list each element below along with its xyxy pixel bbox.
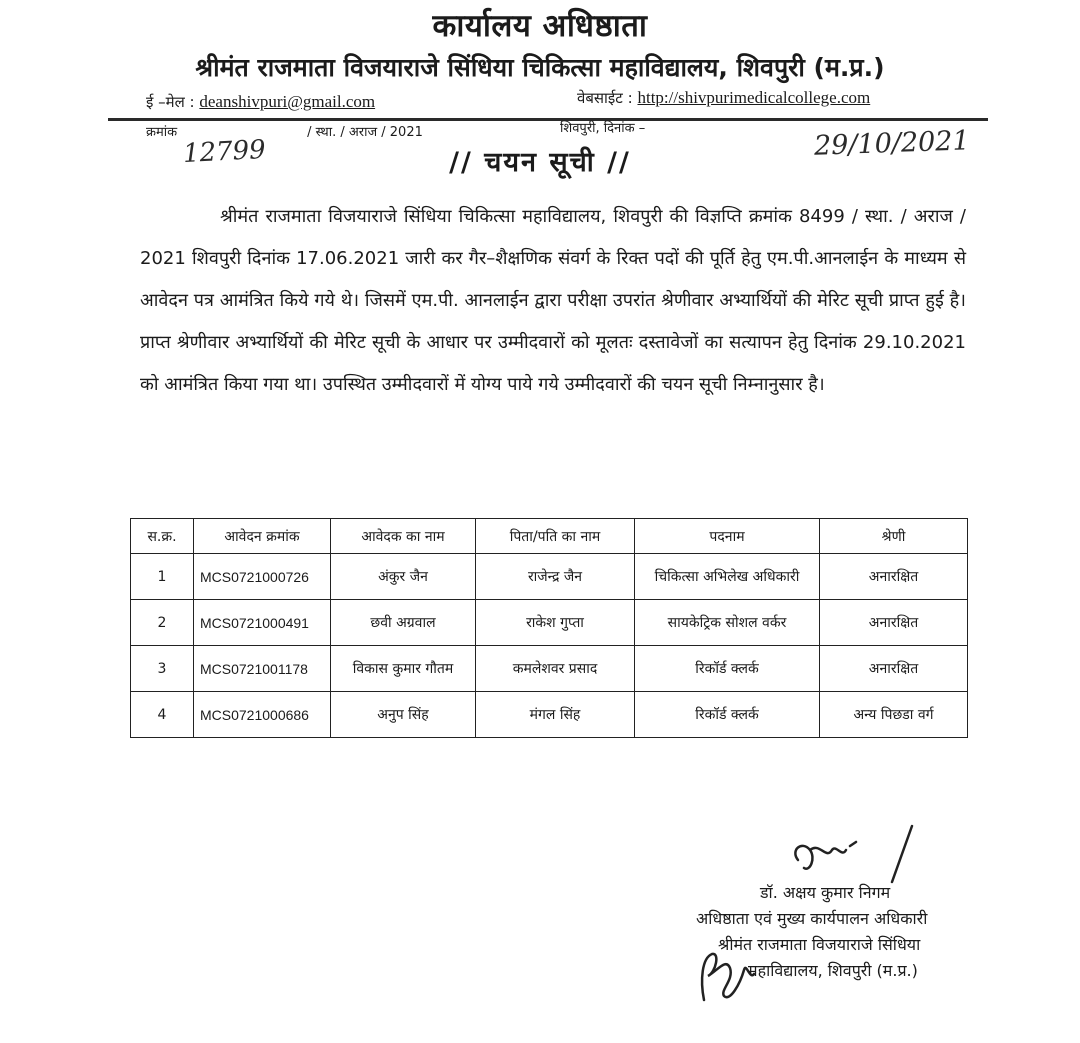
- header-applicant-name: आवेदक का नाम: [331, 519, 476, 554]
- cell-father-name: मंगल सिंह: [476, 692, 635, 738]
- table-row: [131, 554, 968, 600]
- cell-application-no: MCS0721000726: [194, 554, 331, 600]
- email-row: [146, 92, 375, 112]
- selection-table: [130, 518, 968, 738]
- cell-applicant-name: छवी अग्रवाल: [331, 600, 476, 646]
- website-label: वेबसाईट :: [577, 89, 633, 107]
- signatory-place: महाविद्यालय, शिवपुरी (म.प्र.): [748, 961, 918, 980]
- reference-row: [146, 122, 423, 140]
- place-date-label: शिवपुरी, दिनांक –: [560, 121, 646, 136]
- cell-sno: 1: [131, 554, 194, 600]
- signatory-block: [696, 880, 996, 984]
- cell-applicant-name: अनुप सिंह: [331, 692, 476, 738]
- cell-sno: 3: [131, 646, 194, 692]
- cell-sno: 2: [131, 600, 194, 646]
- website-row: [577, 88, 870, 108]
- table-row: [131, 692, 968, 738]
- cell-application-no: MCS0721000491: [194, 600, 331, 646]
- handwritten-date: 29/10/2021: [813, 125, 971, 162]
- table-header-row: [131, 519, 968, 554]
- cell-application-no: MCS0721001178: [194, 646, 331, 692]
- cell-father-name: कमलेशवर प्रसाद: [476, 646, 635, 692]
- header-category: श्रेणी: [820, 519, 968, 554]
- cell-category: अनारक्षित: [820, 554, 968, 600]
- cell-father-name: राजेन्द्र जैन: [476, 554, 635, 600]
- email-label: ई –मेल :: [146, 93, 195, 111]
- cell-post: रिकॉर्ड क्लर्क: [635, 692, 820, 738]
- selection-list-title: // चयन सूची //: [449, 147, 631, 178]
- notice-paragraph: श्रीमंत राजमाता विजयाराजे सिंधिया चिकित्सा महाविद्यालय, शिवपुरी की विज्ञप्ति क्रमांक 8499 / स्था. / अराज / 2021 शिवपुरी दिनांक 17.06.2021 जारी कर गैर–शैक्षणिक संवर्ग के रिक्त पदों की पूर्ति हेतु एम.पी.आनलाईन के माध्यम से आवेदन पत्र आमंत्रित किये गये थे। जिसमें एम.पी. आनलाईन द्वारा परीक्षा उपरांत श्रेणीवार अभ्यार्थियों की मेरिट सूची प्राप्त हुई है। प्राप्त श्रेणीवार अभ्यार्थियों की मेरिट सूची के आधार पर उम्मीदवारों को मूलतः दस्तावेजों का सत्यापन हेतु दिनांक 29.10.2021 को आमंत्रित किया गया था। उपस्थित उम्मीदवारों में योग्य पाये गये उम्मीदवारों की चयन सूची निम्नानुसार है।: [140, 206, 966, 395]
- cell-application-no: MCS0721000686: [194, 692, 331, 738]
- header-father-name: पिता/पति का नाम: [476, 519, 635, 554]
- header-divider: [108, 118, 988, 121]
- cell-category: अन्य पिछडा वर्ग: [820, 692, 968, 738]
- cell-father-name: राकेश गुप्ता: [476, 600, 635, 646]
- cell-post: सायकेट्रिक सोशल वर्कर: [635, 600, 820, 646]
- header-post: पदनाम: [635, 519, 820, 554]
- website-link[interactable]: http://shivpurimedicalcollege.com: [637, 88, 871, 107]
- cell-category: अनारक्षित: [820, 646, 968, 692]
- header-application-no: आवेदन क्रमांक: [194, 519, 331, 554]
- handwritten-ref-number: 12799: [182, 134, 267, 170]
- ref-label: क्रमांक: [146, 125, 178, 140]
- cell-applicant-name: अंकुर जैन: [331, 554, 476, 600]
- table-row: [131, 646, 968, 692]
- cell-sno: 4: [131, 692, 194, 738]
- cell-category: अनारक्षित: [820, 600, 968, 646]
- header-sno: स.क्र.: [131, 519, 194, 554]
- cell-post: रिकॉर्ड क्लर्क: [635, 646, 820, 692]
- signatory-institution: श्रीमंत राजमाता विजयाराजे सिंधिया: [718, 935, 921, 954]
- email-link[interactable]: deanshivpuri@gmail.com: [199, 92, 376, 111]
- office-title: कार्यालय अधिष्ठाता: [432, 8, 648, 44]
- college-name: श्रीमंत राजमाता विजयाराजे सिंधिया चिकित्सा महाविद्यालय, शिवपुरी (म.प्र.): [195, 53, 885, 82]
- table-row: [131, 600, 968, 646]
- signatory-name: डॉ. अक्षय कुमार निगम: [760, 883, 891, 902]
- signatory-designation: अधिष्ठाता एवं मुख्य कार्यपालन अधिकारी: [696, 909, 928, 928]
- cell-post: चिकित्सा अभिलेख अधिकारी: [635, 554, 820, 600]
- ref-suffix: / स्था. / अराज / 2021: [307, 125, 423, 140]
- cell-applicant-name: विकास कुमार गौतम: [331, 646, 476, 692]
